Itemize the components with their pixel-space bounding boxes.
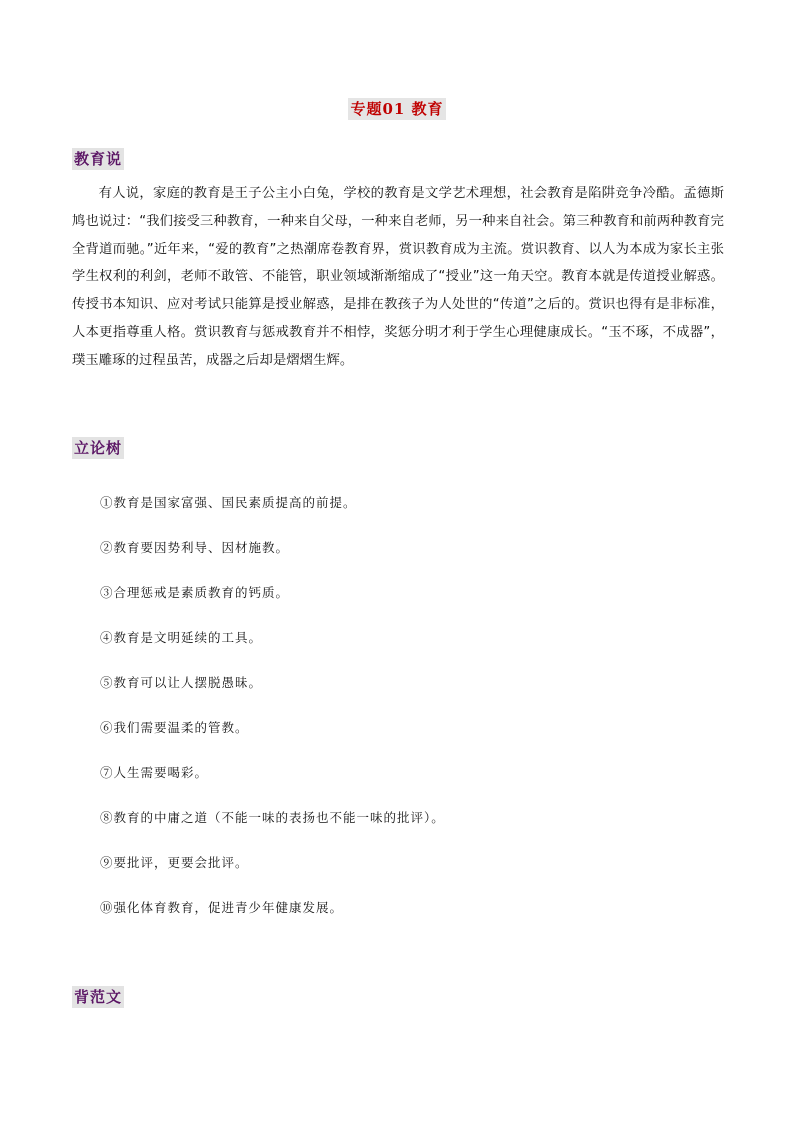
argument-item: ⑧教育的中庸之道（不能一味的表扬也不能一味的批评）。 <box>100 810 445 825</box>
argument-item: ④教育是文明延续的工具。 <box>100 630 263 645</box>
argument-item: ⑨要批评，更要会批评。 <box>100 855 249 870</box>
argument-item: ①教育是国家富强、国民素质提高的前提。 <box>100 495 357 510</box>
page-title-text: 专题01 教育 <box>350 100 444 118</box>
argument-item: ②教育要因势利导、因材施教。 <box>100 540 290 555</box>
argument-item: ③合理惩戒是素质教育的钙质。 <box>100 585 290 600</box>
argument-item: ⑦人生需要喝彩。 <box>100 765 209 780</box>
page-title <box>0 98 794 120</box>
discussion-paragraph: 有人说，家庭的教育是王子公主小白兔，学校的教育是文学艺术理想，社会教育是陷阱竞争冷酷。孟德斯鸠也说过：“我们接受三种教育，一种来自父母，一种来自老师，另一种来自社会。第三种教育和前两种教育完全背道而驰。”近年来，“爱的教育”之热潮席卷教育界，赏识教育成为主流。赏识教育、以人为本成为家长主张学生权利的利剑，老师不敢管、不能管，职业领域渐渐缩成了“授业”这一角天空。教育本就是传道授业解惑。传授书本知识、应对考试只能算是授业解惑，是排在教孩子为人处世的“传道”之后的。赏识也得有是非标准，人本更指尊重人格。赏识教育与惩戒教育并不相悖，奖惩分明才利于学生心理健康成长。“玉不琢，不成器”，璞玉雕琢的过程虽苦，成器之后却是熠熠生辉。 <box>72 186 724 368</box>
section-heading-arguments: 立论树 <box>74 439 123 457</box>
argument-item: ⑩强化体育教育，促进青少年健康发展。 <box>100 900 344 915</box>
section-heading-discussion: 教育说 <box>74 150 123 168</box>
section-heading-model-essay: 背范文 <box>74 988 123 1006</box>
argument-item: ⑥我们需要温柔的管教。 <box>100 720 249 735</box>
arguments-list <box>100 490 445 940</box>
argument-item: ⑤教育可以让人摆脱愚昧。 <box>100 675 263 690</box>
